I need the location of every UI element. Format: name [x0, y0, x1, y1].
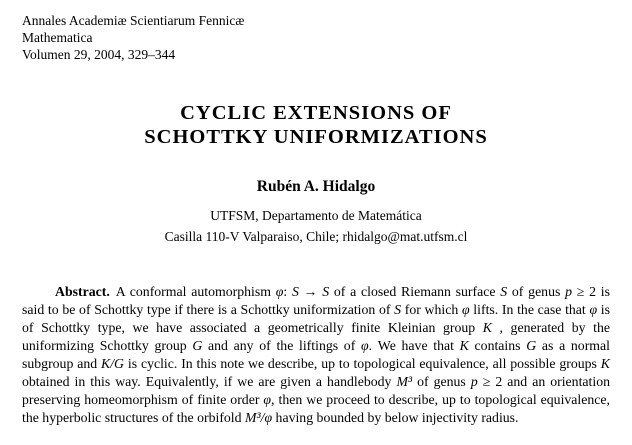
journal-series: Mathematica: [22, 30, 93, 45]
journal-volume: Volumen 29, 2004, 329–344: [22, 47, 176, 62]
title-line-2: SCHOTTKY UNIFORMIZATIONS: [144, 126, 488, 148]
abstract-label: Abstract.: [55, 283, 110, 299]
paper-title: [0, 101, 632, 149]
author-address: Casilla 110-V Valparaiso, Chile; rhidalgo@mat.utfsm.cl: [164, 228, 468, 244]
author-affiliation: UTFSM, Departamento de Matemática: [210, 208, 422, 223]
journal-name: Annales Academiæ Scientiarum Fennicæ: [22, 13, 245, 28]
journal-header: [22, 12, 244, 63]
abstract-text: A conformal automorphism φ: S → S of a closed Riemann surface S of genus p ≥ 2 is said to be of Schottky type if there is a Schottky uniformization of S for which φ lifts. In the case that φ is of Schottky type, we have associated a geometrically finite Kleinian group K , generated by the uniformizing Schottky group G and any of the liftings of φ. We have that K contains G as a normal subgroup and K/G is cyclic. In this note we describe, up to topological equivalence, all possible groups K obtained in this way. Equivalently, if we are given a handlebody M³ of genus p ≥ 2 and an orientation preserving homeomorphism of finite order φ, then we proceed to describe, up to topological equivalence, the hyperbolic structures of the orbifold M³/φ having bounded by below injectivity radius.: [22, 283, 611, 425]
title-line-1: CYCLIC EXTENSIONS OF: [180, 102, 452, 124]
author-affiliation-block: [0, 206, 632, 247]
author-name: Rubén A. Hidalgo: [256, 178, 376, 195]
abstract: [22, 283, 610, 427]
